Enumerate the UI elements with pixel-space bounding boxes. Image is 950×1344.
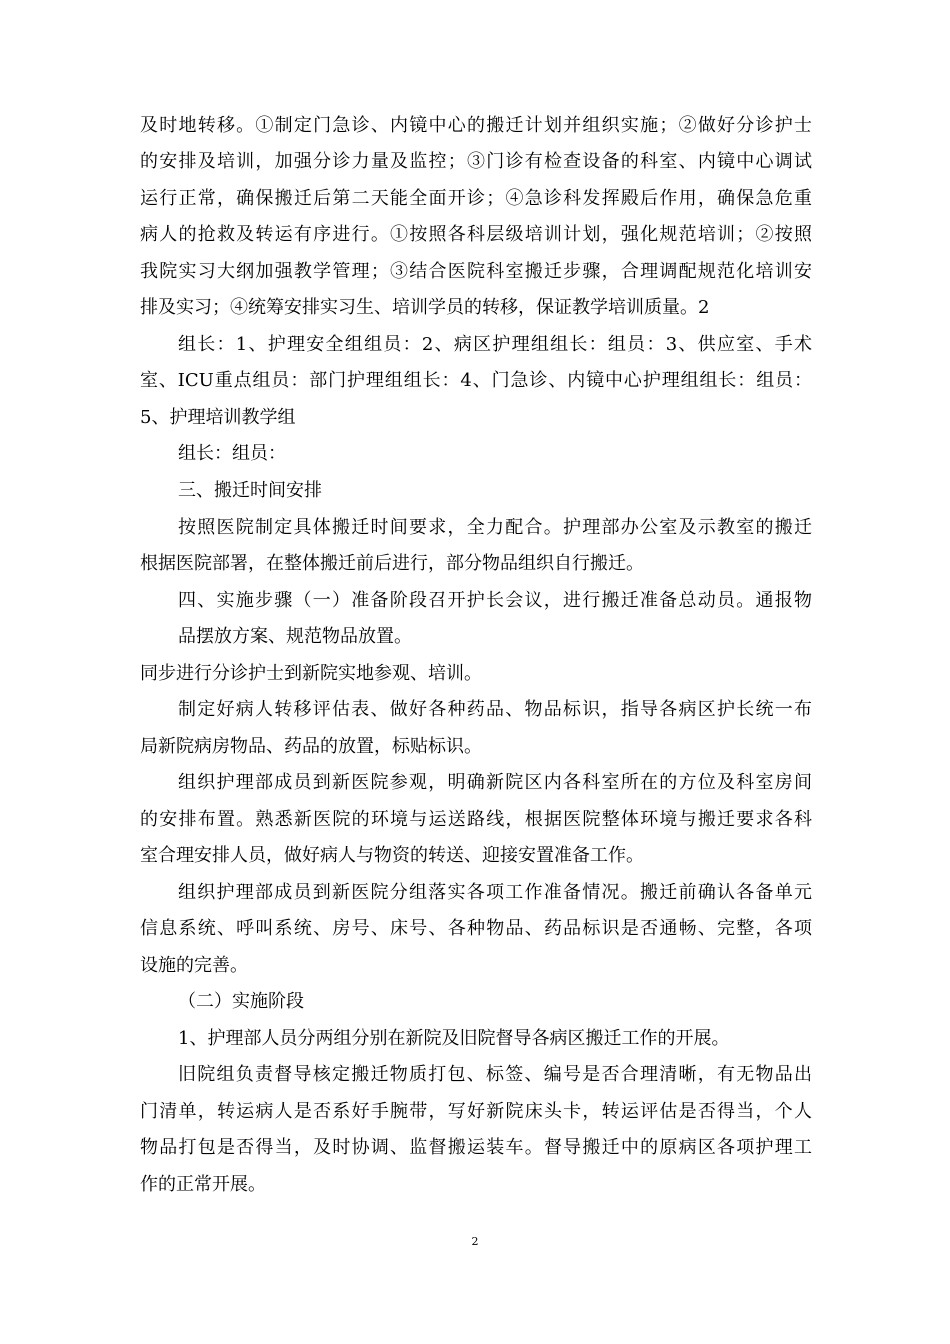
text-line: 品摆放方案、规范物品放置。 [178, 626, 412, 647]
text-line: 物品打包是否得当，及时协调、监督搬运装车。督导搬迁中的原病区各项护理工 [140, 1137, 812, 1158]
text-line: 设施的完善。 [140, 955, 248, 976]
text-line: 我院实习大纲加强教学管理；③结合医院科室搬迁步骤，合理调配规范化培训安 [140, 261, 812, 282]
text-line: 制定好病人转移评估表、做好各种药品、物品标识，指导各病区护长统一布 [178, 699, 812, 720]
text-line: 作的正常开展。 [140, 1174, 266, 1195]
page-number: 2 [471, 1235, 479, 1248]
text-line: 根据医院部署，在整体搬迁前后进行，部分物品组织自行搬迁。 [140, 553, 644, 574]
text-line: 1、护理部人员分两组分别在新院及旧院督导各病区搬迁工作的开展。 [178, 1028, 730, 1049]
text-line: 四、实施步骤（一）准备阶段召开护长会议，进行搬迁准备总动员。通报物 [178, 590, 812, 611]
text-line: 组长：1、护理安全组组员：2、病区护理组组长：组员：3、供应室、手术 [178, 334, 812, 355]
text-line: 组织护理部成员到新医院参观，明确新院区内各科室所在的方位及科室房间 [178, 772, 812, 793]
section-heading: （二）实施阶段 [178, 991, 304, 1012]
text-line: 门清单，转运病人是否系好手腕带，写好新院床头卡，转运评估是否得当，个人 [140, 1101, 812, 1122]
text-line: 组长：组员： [178, 443, 286, 464]
text-line: 同步进行分诊护士到新院实地参观、培训。 [140, 663, 482, 684]
text-line: 及时地转移。①制定门急诊、内镜中心的搬迁计划并组织实施；②做好分诊护士 [140, 115, 812, 136]
text-line: 的安排及培训，加强分诊力量及监控；③门诊有检查设备的科室、内镜中心调试 [140, 151, 812, 172]
text-line: 排及实习；④统筹安排实习生、培训学员的转移，保证教学培训质量。2 [140, 297, 710, 318]
text-line: 旧院组负责督导核定搬迁物质打包、标签、编号是否合理清晰，有无物品出 [178, 1064, 812, 1085]
text-line: 局新院病房物品、药品的放置，标贴标识。 [140, 736, 482, 757]
text-line: 室、ICU重点组员：部门护理组组长：4、门急诊、内镜中心护理组组长：组员： [140, 370, 812, 391]
text-line: 的安排布置。熟悉新医院的环境与运送路线，根据医院整体环境与搬迁要求各科 [140, 809, 812, 830]
text-line: 组织护理部成员到新医院分组落实各项工作准备情况。搬迁前确认各备单元 [178, 882, 812, 903]
text-line: 室合理安排人员，做好病人与物资的转送、迎接安置准备工作。 [140, 845, 644, 866]
text-line: 病人的抢救及转运有序进行。①按照各科层级培训计划，强化规范培训；②按照 [140, 224, 812, 245]
section-heading: 三、搬迁时间安排 [178, 480, 322, 501]
text-line: 运行正常，确保搬迁后第二天能全面开诊；④急诊科发挥殿后作用，确保急危重 [140, 188, 812, 209]
text-line: 按照医院制定具体搬迁时间要求，全力配合。护理部办公室及示教室的搬迁 [178, 517, 812, 538]
text-line: 5、护理培训教学组 [140, 407, 296, 428]
text-line: 信息系统、呼叫系统、房号、床号、各种物品、药品标识是否通畅、完整，各项 [140, 918, 812, 939]
